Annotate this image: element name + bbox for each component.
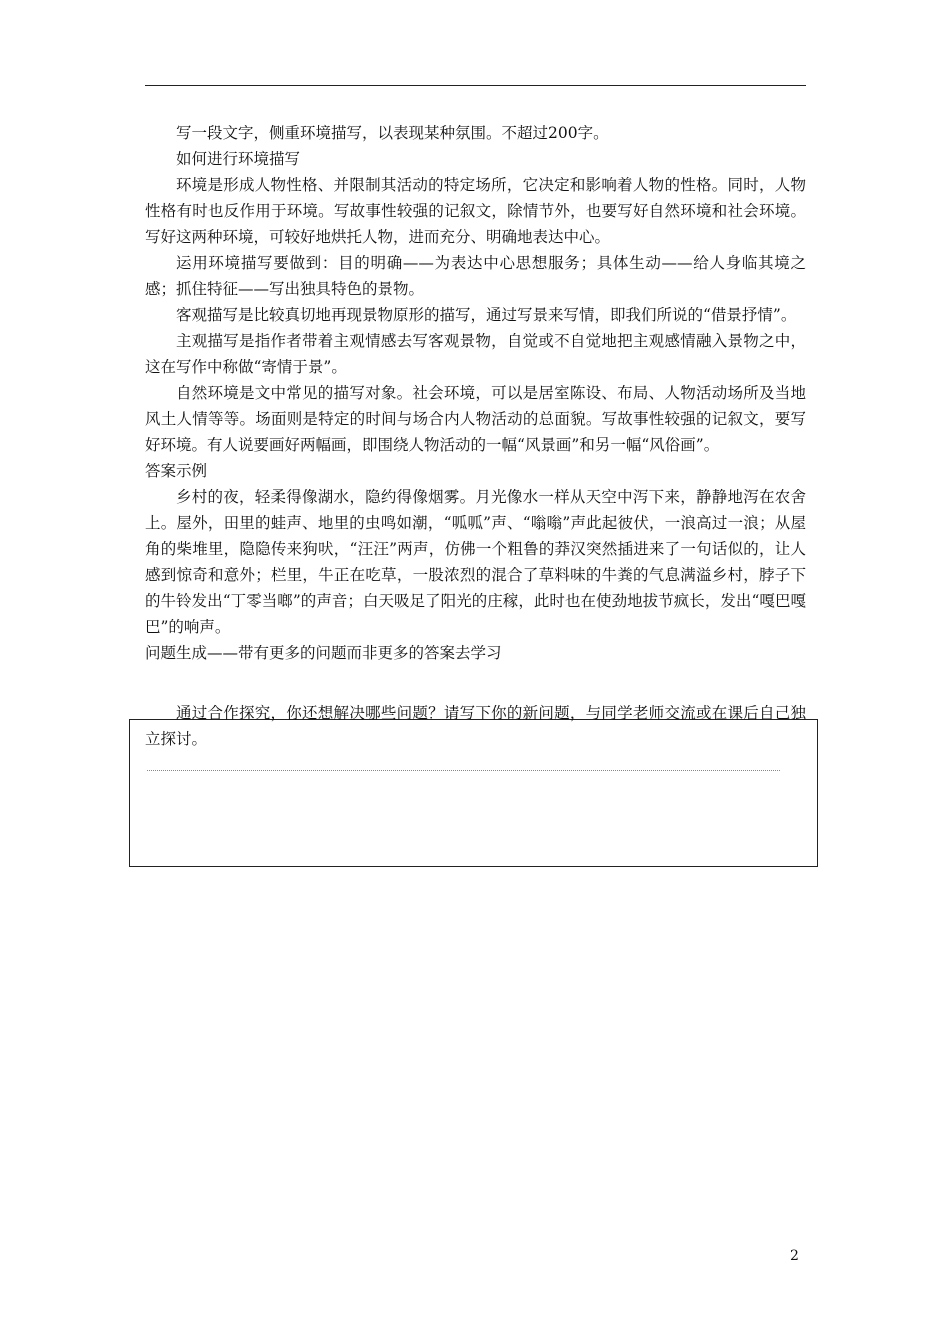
body-text (145, 120, 806, 666)
page-number: 2 (790, 1248, 799, 1264)
header-rule (145, 85, 806, 86)
paragraph: 乡村的夜，轻柔得像湖水，隐约得像烟雾。月光像水一样从天空中泻下来，静静地泻在农舍上。屋外，田里的蛙声、地里的虫鸣如潮，“呱呱”声、“嗡嗡”声此起彼伏，一浪高过一浪；从屋角的柴堆里，隐隐传来狗吠，“汪汪”两声，仿佛一个粗鲁的莽汉突然插进来了一句话似的，让人感到惊奇和意外；栏里，牛正在吃草，一股浓烈的混合了草料味的牛粪的气息满溢乡村，脖子下的牛铃发出“丁零当啷”的声音；白天吸足了阳光的庄稼，此时也在使劲地拔节疯长，发出“嘎巴嘎巴”的响声。 (145, 488, 806, 636)
paragraph: 自然环境是文中常见的描写对象。社会环境，可以是居室陈设、布局、人物活动场所及当地风土人情等等。场面则是特定的时间与场合内人物活动的总面貌。写故事性较强的记叙文，要写好环境。有人说要画好两幅画，即围绕人物活动的一幅“风景画”和另一幅“风俗画”。 (145, 384, 806, 454)
paragraph: 主观描写是指作者带着主观情感去写客观景物，自觉或不自觉地把主观感情融入景物之中，这在写作中称做“寄情于景”。 (145, 332, 806, 376)
section-heading: 如何进行环境描写 (176, 150, 301, 168)
paragraph: 环境是形成人物性格、并限制其活动的特定场所，它决定和影响着人物的性格。同时，人物性格有时也反作用于环境。写故事性较强的记叙文，除情节外，也要写好自然环境和社会环境。写好这两种环境，可较好地烘托人物，进而充分、明确地表达中心。 (145, 176, 806, 246)
box-prompt: 通过合作探究，你还想解决哪些问题？请写下你的新问题，与同学老师交流或在课后自己独立探讨。 (145, 704, 806, 748)
paragraph: 运用环境描写要做到：目的明确——为表达中心思想服务；具体生动——给人身临其境之感；抓住特征——写出独具特色的景物。 (145, 254, 806, 298)
section-heading: 答案示例 (145, 462, 208, 480)
paragraph: 写一段文字，侧重环境描写，以表现某种氛围。不超过200字。 (176, 124, 609, 142)
paragraph: 客观描写是比较真切地再现景物原形的描写，通过写景来写情，即我们所说的“借景抒情”。 (176, 306, 797, 324)
section-heading: 问题生成——带有更多的问题而非更多的答案去学习 (145, 644, 502, 662)
writing-line (147, 770, 780, 771)
